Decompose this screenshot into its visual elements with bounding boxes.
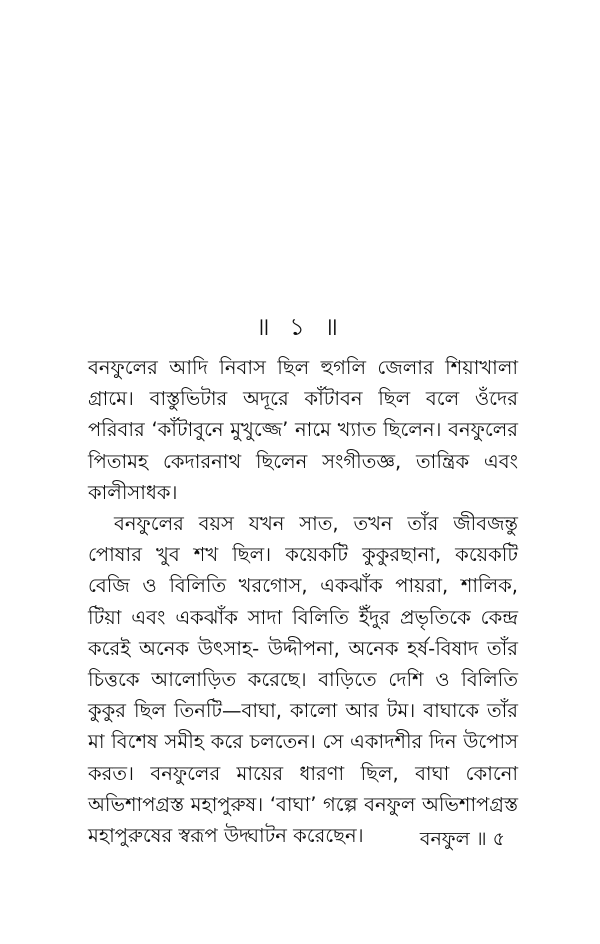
paragraph-2: বনফুলের বয়স যখন সাত, তখন তাঁর জীবজন্তু পোষার খুব শখ ছিল। কয়েকটি কুকুরছানা, কয়েকটি বেজি ও বিলিতি খরগোস, একঝাঁক পায়রা, শালিক, টিয়া এবং একঝাঁক সাদা বিলিতি ইঁদুর প্রভৃতিকে কেন্দ্র করেই অনেক উৎসাহ- উদ্দীপনা, অনেক হর্ষ-বিষাদ তাঁর চিত্তকে আলোড়িত করেছে। বাড়িতে দেশি ও বিলিতি কুকুর ছিল তিনটি—বাঘা, কালো আর টম। বাঘাকে তাঁর মা বিশেষ সমীহ করে চলতেন। সে একাদশীর দিন উপোস করত। বনফুলের মায়ের ধারণা ছিল, বাঘা কোনো অভিশাপগ্রস্ত মহাপুরুষ। ‘বাঘা’ গল্পে বনফুল অভিশাপগ্রস্ত মহাপুরুষের স্বরূপ উদ্ঘাটন করেছেন। (88, 512, 518, 848)
body-text (88, 352, 518, 851)
paragraph-1: বনফুলের আদি নিবাস ছিল হুগলি জেলার শিয়াখালা গ্রামে। বাস্তুভিটার অদূরে কাঁটাবন ছিল বলে ওঁদের পরিবার ‘কাঁটাবুনে মুখুজ্জে’ নামে খ্যাত ছিলেন। বনফুলের পিতামহ কেদারনাথ ছিলেন সংগীতজ্ঞ, তান্ত্রিক এবং কালীসাধক। (88, 356, 518, 504)
chapter-heading: ॥ ১ ॥ (256, 313, 344, 341)
page-footer-running-title: বনফুল ॥ ৫ (419, 828, 505, 850)
